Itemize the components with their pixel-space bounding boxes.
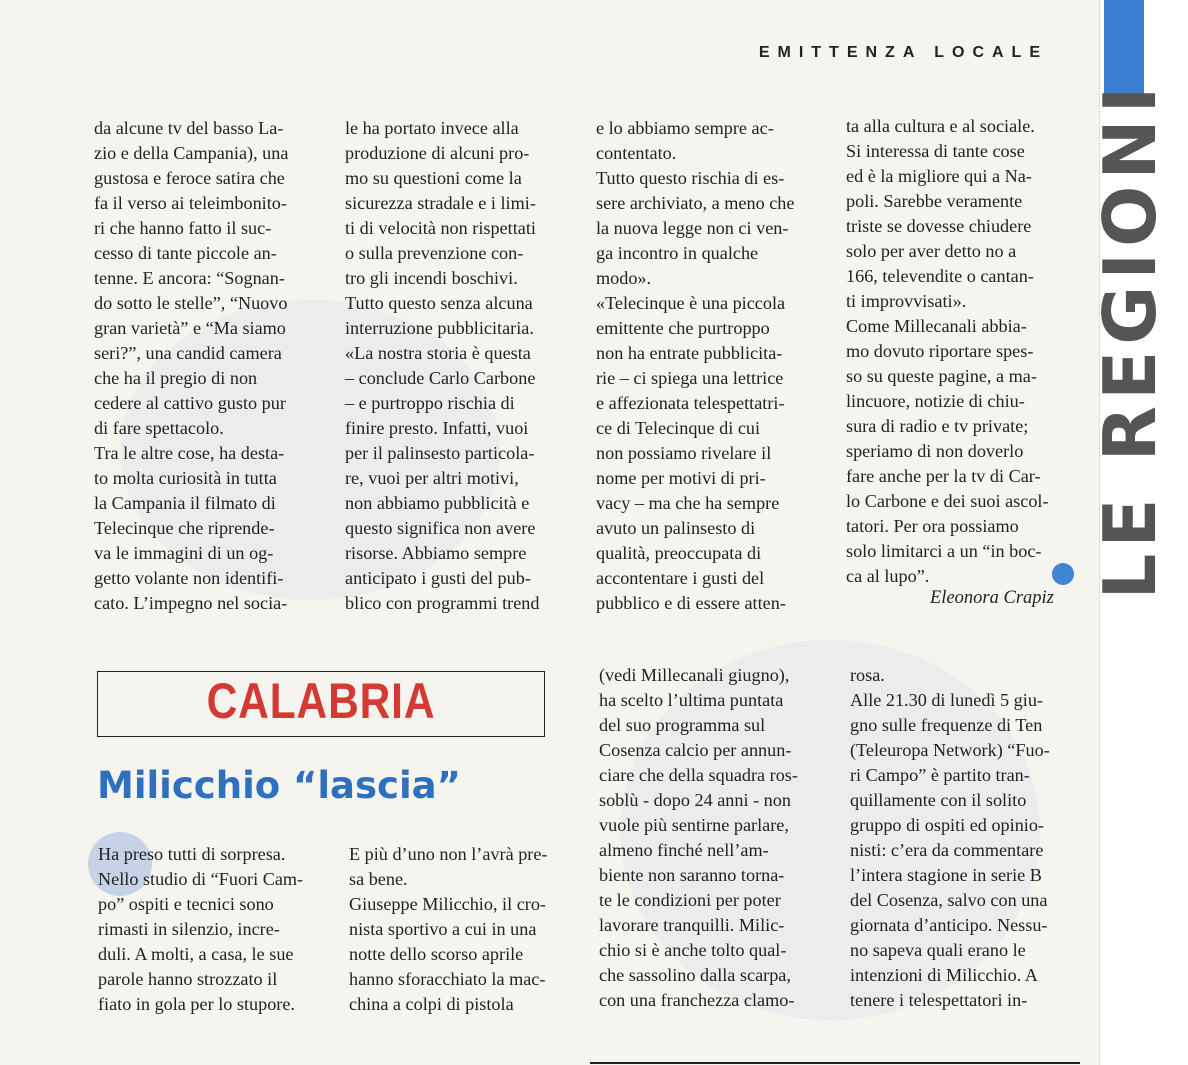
text-line: soblù - dopo 24 anni - non bbox=[599, 790, 791, 810]
text-line: gustosa e feroce satira che bbox=[94, 168, 285, 188]
text-line: poli. Sarebbe veramente bbox=[846, 191, 1023, 211]
text-line: solo per aver detto no a bbox=[846, 241, 1017, 261]
text-line: vacy – ma che ha sempre bbox=[596, 493, 780, 513]
text-line: seri?”, una candid camera bbox=[94, 343, 282, 363]
text-line: e lo abbiamo sempre ac- bbox=[596, 118, 774, 138]
article-column-1 bbox=[94, 116, 322, 616]
text-line: fiato in gola per lo stupore. bbox=[98, 994, 295, 1014]
text-line: non abbiamo pubblicità e bbox=[345, 493, 530, 513]
text-line: Tra le altre cose, ha desta- bbox=[94, 443, 285, 463]
region-title: CALABRIA bbox=[206, 673, 436, 729]
text-line: non possiamo rivelare il bbox=[596, 443, 772, 463]
text-line: zio e della Campania), una bbox=[94, 143, 289, 163]
text-line: le ha portato invece alla bbox=[345, 118, 519, 138]
text-line: del suo programma sul bbox=[599, 715, 766, 735]
text-line: la nuova legge non ci ven- bbox=[596, 218, 789, 238]
text-line: Giuseppe Milicchio, il cro- bbox=[349, 894, 546, 914]
text-line: duli. A molti, a casa, le sue bbox=[98, 944, 294, 964]
text-line: Alle 21.30 di lunedì 5 giu- bbox=[850, 690, 1043, 710]
text-line: so su queste pagine, a ma- bbox=[846, 366, 1037, 386]
text-line: no sapeva quali erano le bbox=[850, 940, 1026, 960]
text-line: triste se dovesse chiudere bbox=[846, 216, 1032, 236]
text-line: lavorare tranquilli. Milic- bbox=[599, 915, 785, 935]
text-line: questo significa non avere bbox=[345, 518, 536, 538]
text-line: sura di radio e tv private; bbox=[846, 416, 1029, 436]
sidebar-label: LE REGIONI bbox=[1088, 80, 1172, 600]
text-line: Telecinque che riprende- bbox=[94, 518, 275, 538]
text-line: qualità, preoccupata di bbox=[596, 543, 762, 563]
story-column-1 bbox=[98, 842, 326, 1017]
text-line: sicurezza stradale e i limi- bbox=[345, 193, 536, 213]
text-line: ri Campo” è partito tran- bbox=[850, 765, 1030, 785]
text-line: risorse. Abbiamo sempre bbox=[345, 543, 527, 563]
text-line: Nello studio di “Fuori Cam- bbox=[98, 869, 304, 889]
text-line: cedere al cattivo gusto pur bbox=[94, 393, 286, 413]
text-line: parole hanno strozzato il bbox=[98, 969, 278, 989]
text-line: modo». bbox=[596, 268, 652, 288]
article-column-4 bbox=[846, 114, 1072, 589]
text-line: 166, televendite o cantan- bbox=[846, 266, 1034, 286]
text-line: tro gli incendi boschivi. bbox=[345, 268, 518, 288]
text-line: o sulla prevenzione con- bbox=[345, 243, 524, 263]
text-line: fare anche per la tv di Car- bbox=[846, 466, 1041, 486]
text-line: lincuore, notizie di chiu- bbox=[846, 391, 1025, 411]
text-line: ed è la migliore qui a Na- bbox=[846, 166, 1032, 186]
text-line: contentato. bbox=[596, 143, 677, 163]
text-line: gno sulle frequenze di Ten bbox=[850, 715, 1043, 735]
text-line: mo su questioni come la bbox=[345, 168, 522, 188]
text-line: anticipato i gusti del pub- bbox=[345, 568, 531, 588]
text-line: avuto un palinsesto di bbox=[596, 518, 756, 538]
text-line: fa il verso ai teleimbonito- bbox=[94, 193, 287, 213]
text-line: e affezionata telespettatri- bbox=[596, 393, 785, 413]
text-line: quillamente con il solito bbox=[850, 790, 1027, 810]
text-line: ri che hanno fatto il suc- bbox=[94, 218, 272, 238]
text-line: Cosenza calcio per annun- bbox=[599, 740, 792, 760]
author-signature: Eleonora Crapiz bbox=[930, 588, 1054, 608]
text-line: rie – ci spiega una lettrice bbox=[596, 368, 784, 388]
text-line: ciare che della squadra ros- bbox=[599, 765, 798, 785]
text-line: cesso di tante piccole an- bbox=[94, 243, 277, 263]
story-column-4 bbox=[850, 663, 1078, 1013]
text-line: ha scelto l’ultima puntata bbox=[599, 690, 784, 710]
text-line: vuole più sentirne parlare, bbox=[599, 815, 789, 835]
text-line: ca al lupo”. bbox=[846, 566, 930, 586]
text-line: finire presto. Infatti, vuoi bbox=[345, 418, 529, 438]
text-line: ti di velocità non rispettati bbox=[345, 218, 536, 238]
text-line: Ha preso tutti di sorpresa. bbox=[98, 844, 286, 864]
headline: Milicchio “lascia” bbox=[97, 764, 461, 807]
text-line: hanno sforacchiato la mac- bbox=[349, 969, 546, 989]
text-line: accontentare i gusti del bbox=[596, 568, 765, 588]
text-line: getto volante non identifi- bbox=[94, 568, 284, 588]
text-line: va le immagini di un og- bbox=[94, 543, 274, 563]
text-line: produzione di alcuni pro- bbox=[345, 143, 530, 163]
text-line: po” ospiti e tecnici sono bbox=[98, 894, 274, 914]
text-line: che sassolino dalla scarpa, bbox=[599, 965, 791, 985]
text-line: speriamo di non doverlo bbox=[846, 441, 1024, 461]
text-line: lo Carbone e dei suoi ascol- bbox=[846, 491, 1049, 511]
text-line: pubblico e di essere atten- bbox=[596, 593, 786, 613]
text-line: te le condizioni per poter bbox=[599, 890, 781, 910]
text-line: to molta curiosità in tutta bbox=[94, 468, 277, 488]
text-line: non ha entrate pubblicita- bbox=[596, 343, 783, 363]
text-line: giornata d’anticipo. Nessu- bbox=[850, 915, 1048, 935]
text-line: da alcune tv del basso La- bbox=[94, 118, 284, 138]
text-line: interruzione pubblicitaria. bbox=[345, 318, 534, 338]
text-line: – conclude Carlo Carbone bbox=[345, 368, 536, 388]
text-line: nista sportivo a cui in una bbox=[349, 919, 537, 939]
text-line: gran varietà” e “Ma siamo bbox=[94, 318, 286, 338]
text-line: nisti: c’era da commentare bbox=[850, 840, 1044, 860]
story-column-3 bbox=[599, 663, 827, 1013]
text-line: re, vuoi per altri motivi, bbox=[345, 468, 519, 488]
text-line: ce di Telecinque di cui bbox=[596, 418, 761, 438]
text-line: l’intera stagione in serie B bbox=[850, 865, 1042, 885]
text-line: tatori. Per ora possiamo bbox=[846, 516, 1019, 536]
text-line: per il palinsesto particola- bbox=[345, 443, 535, 463]
text-line: ti improvvisati». bbox=[846, 291, 967, 311]
text-line: «Telecinque è una piccola bbox=[596, 293, 786, 313]
text-line: (vedi Millecanali giugno), bbox=[599, 665, 790, 685]
text-line: sere archiviato, a meno che bbox=[596, 193, 795, 213]
text-line: Tutto questo senza alcuna bbox=[345, 293, 533, 313]
text-line: nome per motivi di pri- bbox=[596, 468, 766, 488]
text-line: sa bene. bbox=[349, 869, 408, 889]
text-line: la Campania il filmato di bbox=[94, 493, 276, 513]
text-line: mo dovuto riportare spes- bbox=[846, 341, 1034, 361]
text-line: do sotto le stelle”, “Nuovo bbox=[94, 293, 288, 313]
text-line: ta alla cultura e al sociale. bbox=[846, 116, 1035, 136]
text-line: E più d’uno non l’avrà pre- bbox=[349, 844, 548, 864]
text-line: Come Millecanali abbia- bbox=[846, 316, 1027, 336]
text-line: «La nostra storia è questa bbox=[345, 343, 531, 363]
text-line: biente non saranno torna- bbox=[599, 865, 785, 885]
section-header: EMITTENZA LOCALE bbox=[758, 44, 1048, 61]
text-line: solo limitarci a un “in boc- bbox=[846, 541, 1042, 561]
text-line: chio si è anche tolto qual- bbox=[599, 940, 787, 960]
text-line: ga incontro in qualche bbox=[596, 243, 759, 263]
text-line: almeno finché nell’am- bbox=[599, 840, 769, 860]
text-line: Si interessa di tante cose bbox=[846, 141, 1025, 161]
article-column-2 bbox=[345, 116, 573, 616]
text-line: che ha il pregio di non bbox=[94, 368, 258, 388]
text-line: gruppo di ospiti ed opinio- bbox=[850, 815, 1044, 835]
text-line: tenne. E ancora: “Sognan- bbox=[94, 268, 285, 288]
text-line: cato. L’impegno nel socia- bbox=[94, 593, 288, 613]
text-line: tenere i telespettatori in- bbox=[850, 990, 1028, 1010]
text-line: intenzioni di Milicchio. A bbox=[850, 965, 1038, 985]
end-mark-dot bbox=[1052, 563, 1074, 585]
bottom-rule bbox=[590, 1062, 1080, 1064]
text-line: Tutto questo rischia di es- bbox=[596, 168, 785, 188]
text-line: rimasti in silenzio, incre- bbox=[98, 919, 280, 939]
text-line: con una franchezza clamo- bbox=[599, 990, 795, 1010]
text-line: emittente che purtroppo bbox=[596, 318, 770, 338]
text-line: – e purtroppo rischia di bbox=[345, 393, 515, 413]
story-column-2 bbox=[349, 842, 577, 1017]
article-column-3 bbox=[596, 116, 824, 616]
text-line: rosa. bbox=[850, 665, 885, 685]
text-line: notte dello scorso aprile bbox=[349, 944, 524, 964]
text-line: blico con programmi trend bbox=[345, 593, 540, 613]
text-line: di fare spettacolo. bbox=[94, 418, 224, 438]
text-line: china a colpi di pistola bbox=[349, 994, 514, 1014]
text-line: del Cosenza, salvo con una bbox=[850, 890, 1048, 910]
text-line: (Teleuropa Network) “Fuo- bbox=[850, 740, 1050, 760]
